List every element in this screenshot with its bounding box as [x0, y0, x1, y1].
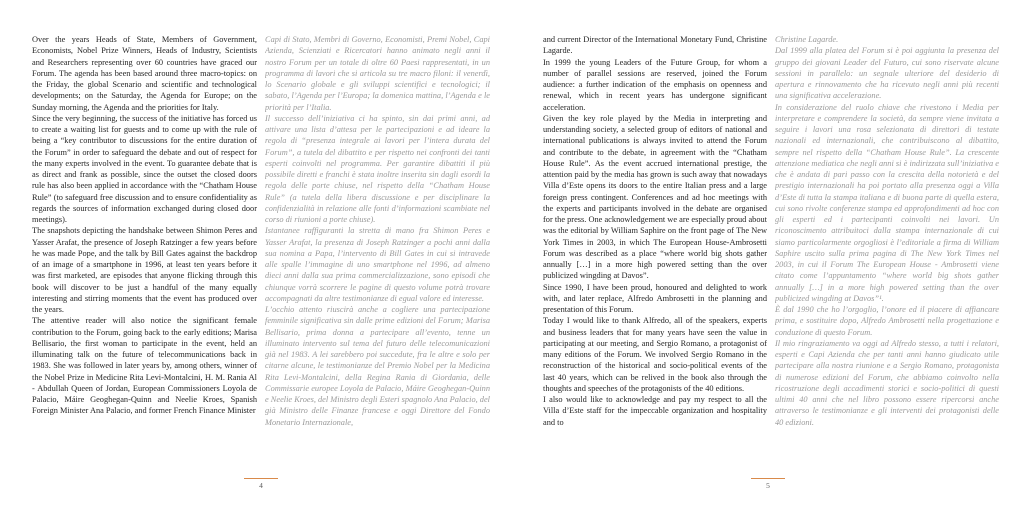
right-english-column	[543, 34, 767, 458]
paragraph: Dal 1999 alla platea del Forum si è poi aggiunta la presenza del gruppo dei giovani Leader del Futuro, cui sono riservate alcune sessioni in parallelo: un segnale ulteriore del desiderio di apertura e rinnovamento che ha ricevuto negli anni più recenti una significativa accelerazione.	[775, 46, 999, 101]
paragraph: L’occhio attento riuscirà anche a cogliere una partecipazione femminile significativa sin dalle prime edizioni del Forum; Marisa Bellisario, prima donna a partecipare all’evento, tenne un illuminato intervento sul tema del futuro delle telecomunicazioni già nel 1983. A lei sarebbero poi succedute, fra le altre e solo per citarne alcune, le testimonianze del Premio Nobel per la Medicina Rita Levi-Montalcini, della Regina Rania di Giordania, delle Commissarie europee Loyola de Palacio, Máire Geoghegan-Quinn e Neelie Kroes, del Ministro degli Esteri spagnolo Ana Palacio, del già Ministro delle Finanze francese e oggi Direttore del Fondo Monetario Internazionale,	[265, 305, 490, 427]
right-italian-column	[775, 34, 999, 458]
paragraph: Over the years Heads of State, Members of Government, Economists, Nobel Prize Winners, Heads of Industry, Scientists and Researchers representing over 60 countries have graced our Forum. The agenda has been based around three macro-topics: on the Friday, the global Scenario and scientific and technological developments; on the Saturday, the Agenda for Europe; on the Sunday morning, the Agenda and the priorities for Italy.	[32, 35, 257, 112]
paragraph: Since 1990, I have been proud, honoured and delighted to work with, and later replace, Alfredo Ambrosetti in the planning and presentation of this Forum.	[543, 282, 767, 314]
left-italian-column	[265, 34, 490, 458]
paragraph: The attentive reader will also notice the significant female contribution to the Forum, going back to the early editions; Marisa Bellisario, the first woman to participate in the event, held an illuminating talk on the future of telecommunications back in 1983. She was followed in later years by, among others, winner of the Nobel Prize in Medicine Rita Levi-Montalcini, H. M. Rania Al - Abdullah Queen of Jordan, European Commissioners Loyola de Palacio, Máire Geoghegan-Quinn and Neelie Kroes, Spanish Foreign Minister Ana Palacio, and former French Finance Minister	[32, 316, 257, 416]
paragraph: Il successo dell’iniziativa ci ha spinto, sin dai primi anni, ad attivare una lista d’attesa per le partecipazioni e ad ideare la regola di “presenza integrale ai lavori per l’intera durata del Forum”, a tutela del dibattito e per rispetto nei confronti dei tanti esperti coinvolti nel programma. Per garantire dibattiti il più possibile diretti e franchi è stata inoltre inserita sin dagli esordi la regola delle porte chiuse, nel rispetto della “Chatham House Rule” (a tutela della libera discussione e per disciplinare la confidenzialità in relazione alle fonti d’informazioni scambiate nel corso di riunioni a porte chiuse).	[265, 113, 490, 224]
left-page	[32, 34, 490, 504]
paragraph: Given the key role played by the Media in interpreting and understanding society, a selected group of editors of national and international publications is always invited to attend the Forum and contribute to the debate, in agreement with the “Chatham House Rule”. As the event accrued international prestige, the attention paid by the media has grown is such away that nowadays Villa d’Este opens its doors to the entire Italian press and a large foreign press contingent. Conferences and ad hoc meetings with the experts and participants involved in the debate are organised for the press. One acknowledgement we are especially proud about was the editorial by William Saphire on the front page of The New York Times in 2003, in which The European House-Ambrosetti Forum was described as a place “where world big shots gather annually […] in a more high powered setting than the over publicized wingding at Davos”.	[543, 113, 767, 281]
paragraph: È dal 1990 che ho l’orgoglio, l’onore ed il piacere di affiancare prima, e sostituire dopo, Alfredo Ambrosetti nella progettazione e conduzione di questo Forum.	[775, 305, 999, 337]
paragraph: Istantanee raffiguranti la stretta di mano fra Shimon Peres e Yasser Arafat, la presenza di Joseph Ratzinger a pochi anni dalla sua nomina a Papa, l’intervento di Bill Gates in cui si intravede alle spalle l’immagine di uno smartphone nel 1996, ad almeno dieci anni dalla sua prima commercializzazione, sono episodi che chiunque vorrà scorrere le pagine di questo volume potrà trovare accompagnati da altre testimonianze di egual valore ed interesse.	[265, 226, 490, 303]
paragraph: The snapshots depicting the handshake between Shimon Peres and Yasser Arafat, the presence of Joseph Ratzinger a few years before he was made Pope, and the talk by Bill Gates against the backdrop of an image of a smartphone in 1996, at least ten years before it was first marketed, are episodes that anyone flicking through this book will discover to be just a handful of the many equally interesting and stirring moments that the event has produced over the years.	[32, 226, 257, 314]
paragraph: In 1999 the young Leaders of the Future Group, for whom a number of parallel sessions are reserved, joined the Forum audience: a further indication of the emphasis on openness and renewal, which in recent years has undergone significant acceleration.	[543, 57, 767, 112]
paragraph: and current Director of the International Monetary Fund, Christine Lagarde.	[543, 35, 767, 56]
page-number: 5	[751, 478, 785, 490]
paragraph: Since the very beginning, the success of the initiative has forced us to create a waiting list for guests and to come up with the rule of being a “key contributor to discussions for the entire duration of the Forum” in order to safeguard the debate and out of respect for the many experts involved in the event. To guarantee debate that is as direct and frank as possible, since the outset the closed doors rule has also been applied in accordance with the “Chatham House Rule” (to safeguard free discussion and to ensure confidentiality as regards the sources of information exchanged during closed door meetings).	[32, 113, 257, 224]
paragraph: Il mio ringraziamento va oggi ad Alfredo stesso, a tutti i relatori, esperti e Capi Azienda che per tanti anni hanno giudicato utile partecipare alla nostra riunione e a Sergio Romano, protagonista di numerose edizioni del Forum, che abbiamo coinvolto nella ricostruzione degli accadimenti storici e socio-politici di questi ultimi 40 anni che nel libro possono essere ripercorsi anche attraverso le testimonianze e gli interventi dei protagonisti delle 40 edizioni.	[775, 338, 999, 427]
paragraph: I also would like to acknowledge and pay my respect to all the Villa d’Este staff for the impeccable organization and hospitality and to	[543, 395, 767, 427]
page-number: 4	[244, 478, 278, 490]
paragraph: In considerazione del ruolo chiave che rivestono i Media per interpretare e comprendere la società, da sempre viene invitata a seguire i lavori una rosa selezionata di direttori di testate nazionali ed internazionali, che contribuiscono al dibattito, sempre nel rispetto della “Chatham House Rule”. La crescente attenzione mediatica che negli anni si è indirizzata sull’iniziativa e che è andata di pari passo con la crescita della notorietà e del prestigio internazionali ha poi portato alla presenza oggi a Villa d’Este di tutta la stampa italiana e di buona parte di quella estera, cui sono rivolte conferenze stampa ed approfondimenti ad hoc con gli esperti ed i partecipanti coinvolti nei lavori. Un riconoscimento attribuitoci dalla stampa internazionale di cui siamo particolarmente orgogliosi è l’editoriale a firma di William Saphire uscito sulla prima pagina di The New York Times nel 2003, in cui il Forum The European House - Ambrosetti viene citato come l’appuntamento “where world big shots gather annually […] in a more high powered setting than the over publicized wingding at Davos”¹.	[775, 102, 999, 303]
paragraph: Christine Lagarde.	[775, 35, 839, 44]
right-columns	[543, 34, 999, 458]
left-columns	[32, 34, 490, 458]
paragraph: Today I would like to thank Alfredo, all of the speakers, experts and business leaders that for many years have seen the value in participating at our meeting, and Sergio Romano, a protagonist of many editions of the Forum. We involved Sergio Romano in the reconstruction of the historical and socio-political events of the last 40 years, which can be relived in the book also through the thoughts and speeches of the protagonists of the 40 editions.	[543, 316, 767, 393]
left-english-column	[32, 34, 257, 458]
paragraph: Capi di Stato, Membri di Governo, Economisti, Premi Nobel, Capi Azienda, Scienziati e Ricercatori hanno animato negli anni il nostro Forum per un totale di oltre 60 Paesi rappresentati, in un programma di lavori che si articola su tre macro filoni: il venerdì, lo Scenario globale e gli sviluppi scientifici e tecnologici; il sabato, l’Agenda per l’Europa; la domenica mattina, l’Agenda e le priorità per l’Italia.	[265, 35, 490, 112]
right-page	[543, 34, 999, 504]
